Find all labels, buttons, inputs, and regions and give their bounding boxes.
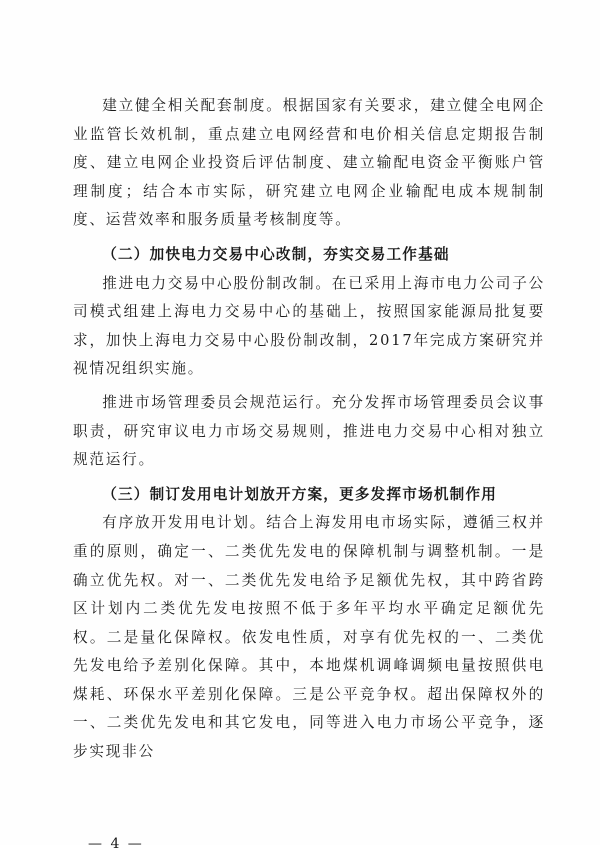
document-body	[73, 92, 545, 767]
section-heading-2: （二）加快电力交易中心改制，夯实交易工作基础	[102, 245, 450, 263]
paragraph-joint-stock-reform: 推进电力交易中心股份制改制。在已采用上海市电力公司子公司模式组建上海电力交易中心的基础上，按照国家能源局批复要求，加快上海电力交易中心股份制改制，2017年完成方案研究并视情况组织实施。	[73, 274, 545, 378]
page-number: — 4 —	[88, 836, 144, 852]
paragraph-market-committee: 推进市场管理委员会规范运行。充分发挥市场管理委员会议事职责，研究审议电力市场交易规则，推进电力交易中心相对独立规范运行。	[73, 393, 545, 469]
paragraph-supporting-systems: 建立健全相关配套制度。根据国家有关要求，建立健全电网企业监管长效机制，重点建立电网经营和电价相关信息定期报告制度、建立电网企业投资后评估制度、建立输配电资金平衡账户管理制度；结合本市实际，研究建立电网企业输配电成本规制制度、运营效率和服务质量考核制度等。	[73, 97, 545, 229]
paragraph-generation-plan: 有序放开发用电计划。结合上海发用电市场实际，遵循三权并重的原则，确定一、二类优先发电的保障机制与调整机制。一是确立优先权。对一、二类优先发电给予足额优先权，其中跨省跨区计划内二类优先发电按照不低于多年平均水平确定足额优先权。二是量化保障权。依发电性质，对享有优先权的一、二类优先发电给予差别化保障。其中，本地煤机调峰调频电量按照供电煤耗、环保水平差别化保障。三是公平竞争权。超出保障权外的一、二类优先发电和其它发电，同等进入电力市场公平竞争，逐步实现非公	[73, 514, 545, 761]
section-heading-3: （三）制订发用电计划放开方案，更多发挥市场机制作用	[102, 485, 498, 503]
